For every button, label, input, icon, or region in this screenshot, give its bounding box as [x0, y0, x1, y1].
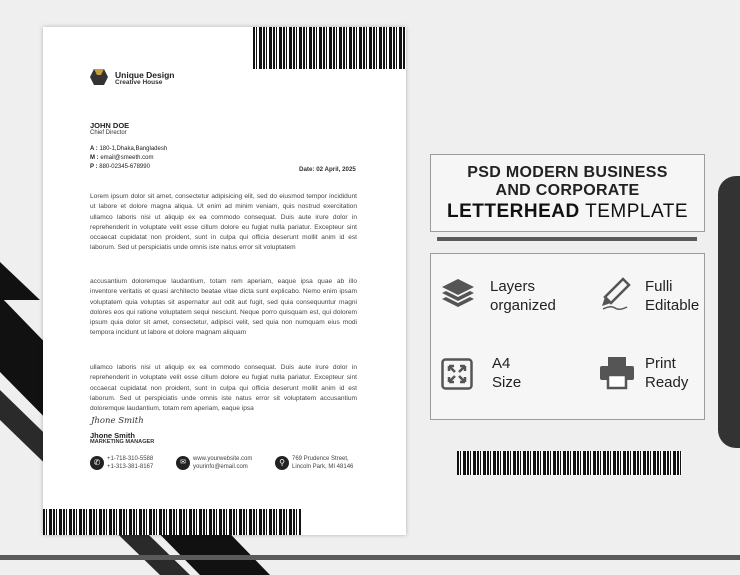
contact-phone: P : 880-02345-678990	[90, 164, 150, 170]
feature-layers: Layers organized	[490, 278, 556, 314]
footer-address-2: Lincoln Park, MI 48146	[292, 464, 354, 470]
body-paragraph-3: ullamco laboris nisi ut aliquip ex ea commodo consequat. Duis aute irure dolor in reprehenderit in voluptate velit esse cillum dolore eu fugiat nulla pariatur. Excepteur sint occaecat cupidatat non proident, sunt in culpa qui officia deserunt mollit anim id est laborum. Sed ut perspiciatis unde omnis iste natus error sit voluptatem accusantium doloremque laudantium, totam rem aperiam, eaque ipsa	[90, 364, 357, 413]
title-bold-word: LETTERHEAD	[446, 201, 580, 222]
expand-icon	[441, 358, 473, 390]
letterhead-paper	[43, 27, 406, 535]
signer-title: MARKETING MANAGER	[90, 439, 155, 445]
layers-icon	[440, 277, 476, 311]
features-box	[430, 253, 705, 420]
footer-address-1: 769 Prudence Street,	[292, 456, 349, 462]
body-paragraph-1: Lorem ipsum dolor sit amet, consectetur adipisicing elit, sed do eiusmod tempor incididunt ut labore et dolore magna aliqua. Ut enim ad minim veniam, quis nostrud exercitation ullamco laboris nisi ut aliquip ex ea commodo consequat. Duis aute irure dolor in reprehenderit in voluptate velit esse cillum dolore eu fugiat nulla pariatur. Excepteur sint occaecat cupidatat non proident, sunt in culpa qui officia deserunt mollit anim id est laborum. Sed ut perspiciatis unde omnis iste natus error sit voluptatem	[90, 193, 357, 252]
signer-name: Jhone Smith	[90, 431, 136, 440]
title-line-1: PSD MODERN BUSINESS	[467, 164, 668, 181]
title-line-2: AND CORPORATE	[495, 182, 640, 199]
footer-website: www.yourwebsite.com	[193, 456, 253, 462]
logo-tagline: Creative House	[115, 79, 163, 86]
footer-web	[193, 455, 252, 471]
bottom-divider-line	[0, 555, 740, 560]
footer-email: yourinfo@email.com	[193, 464, 248, 470]
footer-phone-1: +1-718-310-5588	[107, 456, 154, 462]
top-barcode	[253, 27, 406, 69]
letter-date: Date: 02 April, 2025	[299, 166, 356, 173]
sender-title: Chief Director	[90, 130, 127, 136]
feature-editable: Fulli Editable	[645, 278, 700, 314]
pen-icon	[599, 277, 633, 311]
side-tab	[718, 176, 740, 448]
footer-phone-2: +1-313-381-8167	[107, 464, 154, 470]
body-paragraph-2: accusantium doloremque laudantium, totam rem aperiam, eaque ipsa quae ab illo inventore veritatis et quasi architecto beatae vitae dicta sunt explicabo. Nemo enim ipsam voluptatem quia voluptas sit aspernatur aut odit aut fugit, sed quia consequuntur magni dolores eos qui ratione voluptatem sequi nesciunt. Neque porro quisquam est, qui dolorem ipsum quia dolor sit amet, consectetur, adipisci velit, sed quia non numquam eius modi tempora incidunt ut labore et dolore magnam aliquam	[90, 278, 357, 337]
bottom-barcode	[43, 509, 301, 535]
title-light-word: TEMPLATE	[585, 201, 689, 222]
signature: Jhone Smith	[91, 416, 144, 426]
footer-address	[292, 455, 353, 471]
footer-email-icon: ✉	[176, 456, 190, 470]
printer-icon	[599, 356, 635, 390]
feature-print-ready: Print Ready	[645, 355, 689, 391]
title-underline	[437, 237, 697, 241]
contact-mail: M : email@smeeth.com	[90, 155, 154, 161]
contact-address: A : 180-1,Dhaka,Bangladesh	[90, 146, 168, 152]
title-box	[430, 154, 705, 232]
footer-phone-icon: ✆	[90, 456, 104, 470]
sender-name: JOHN DOE	[90, 121, 130, 130]
footer-phones	[107, 455, 153, 471]
title-line-3	[431, 200, 704, 224]
footer-location-icon: ⚲	[275, 456, 289, 470]
logo-name: Unique Design	[115, 70, 175, 80]
decorative-barcode	[457, 451, 682, 475]
logo-hexagon-icon	[90, 69, 108, 85]
feature-a4-size: A4 Size	[492, 355, 522, 391]
contact-block	[90, 145, 167, 172]
